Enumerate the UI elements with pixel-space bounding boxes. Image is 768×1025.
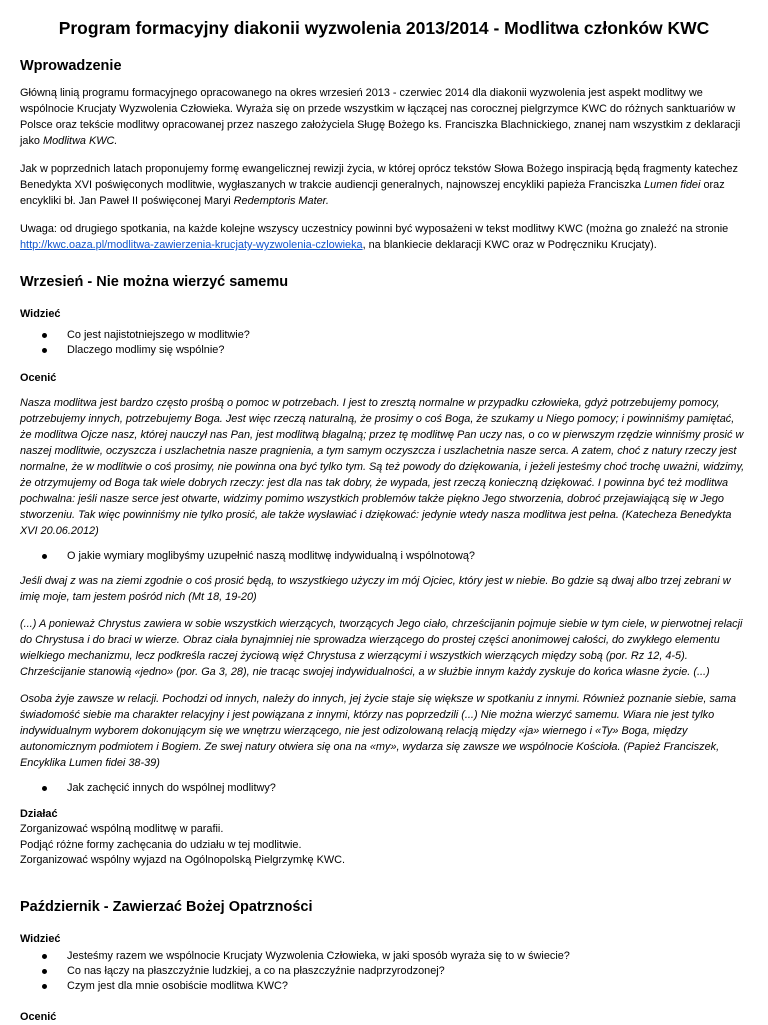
list-item: Dlaczego modlimy się wspólnie?: [20, 343, 748, 358]
list-item: Co jest najistotniejszego w modlitwie?: [20, 328, 748, 343]
september-quote-matthew: Jeśli dwaj z was na ziemi zgodnie o coś prosić będą, to wszystkiego użyczy im mój Ojciec, który jest w niebie. Bo gdzie są dwaj albo trzej zebrani w imię moje, tam jestem pośród nich (Mt 18, 19-20): [20, 575, 731, 603]
september-dzialac-label: Działać: [20, 808, 58, 820]
september-quote-benedict: Nasza modlitwa jest bardzo często prośbą o pomoc w potrzebach. I jest to zresztą normalne w przypadku człowieka, gdyż potrzebujemy pomocy, potrzebujemy innych, potrzebujemy Boga. Jest więc rzeczą naturalną, że prosimy o coś Boga, że szukamy u Niego pomocy; i powinniśmy pamiętać, że modlitwa Ojcze nasz, której nauczył nas Pan, jest modlitwą błagalną; przez tę modlitwę Pan uczy nas, o co w pierwszym rzędzie winniśmy prosić w naszej modlitwie, oczyszcza i uszlachetnia nasze pragnienia, a tym samym oczyszcza i uszlachetnia nasze serca. A zatem, choć z natury rzeczy jest normalne, że w modlitwie o coś prosimy, nie powinna ona być tylko tym. Są też powody do dziękowania, i jeżeli jesteśmy choć trochę uważni, widzimy, że otrzymujemy od Boga tak wiele dobrych rzeczy: jest dla nas tak dobry, że wypada, jest rzeczą konieczną dziękować. I powinna być też modlitwa pochwalna: jeśli nasze serce jest otwarte, widzimy pomimo wszystkich problemów także piękno Jego stworzenia, dobroć przejawiającą się w Jego stworzeniu. Tak więc powinniśmy nie tylko prosić, ale także wysławiać i dziękować: jedynie wtedy nasza modlitwa jest pełna. (Katecheza Benedykta XVI 20.06.2012): [20, 397, 745, 537]
list-item: Czym jest dla mnie osobiście modlitwa KWC?: [20, 979, 748, 994]
october-widziec-label: Widzieć: [20, 932, 61, 945]
dzialac-line: Zorganizować wspólny wyjazd na Ogólnopolską Pielgrzymkę KWC.: [20, 854, 346, 866]
september-bullet-block-3: [20, 781, 748, 796]
october-widziec-list: [20, 949, 748, 994]
list-item: Co nas łączy na płaszczyźnie ludzkiej, a co na płaszczyźnie nadprzyrodzonej?: [20, 964, 748, 979]
dzialac-line: Podjąć różne formy zachęcania do udziału w tej modlitwie.: [20, 838, 302, 851]
september-widziec-list: [20, 328, 748, 358]
list-item: Jesteśmy razem we wspólnocie Krucjaty Wyzwolenia Człowieka, w jaki sposób wyraża się to w świecie?: [20, 949, 748, 964]
modlitwa-kwc-link[interactable]: http://kwc.oaza.pl/modlitwa-zawierzenia-krucjaty-wyzwolenia-czlowieka: [20, 239, 363, 251]
list-item: O jakie wymiary moglibyśmy uzupełnić naszą modlitwę indywidualną i wspólnotową?: [20, 549, 748, 564]
october-heading: Październik - Zawierzać Bożej Opatrzności: [20, 898, 313, 915]
october-ocenic-label: Ocenić: [20, 1010, 57, 1023]
intro-paragraph-3: Uwaga: od drugiego spotkania, na każde kolejne wszyscy uczestnicy powinni być wyposażeni w tekst modlitwy KWC (można go znaleźć na stronie http://kwc.oaza.pl/modlitwa-zawierzenia-krucjaty-wyzwolenia-czlowieka, na blankiecie deklaracji KWC oraz w Podręczniku Krucjaty).: [20, 223, 729, 251]
intro-paragraph-2: Jak w poprzednich latach proponujemy formę ewangelicznej rewizji życia, w której oprócz tekstów Słowa Bożego inspiracją będą fragmenty katechez Benedykta XVI poświęconych modlitwie, wygłaszanych w trakcie audiencji generalnych, najnowszej encykliki papieża Franciszka Lumen fidei oraz encykliki bł. Jan Paweł II poświęconej Maryi Redemptoris Mater.: [20, 163, 738, 207]
september-heading: Wrzesień - Nie można wierzyć samemu: [20, 274, 289, 290]
september-dzialac-section: [20, 806, 748, 869]
september-quote-lumen-fidei: Osoba żyje zawsze w relacji. Pochodzi od innych, należy do innych, jej życie staje się większe w spotkaniu z innymi. Również poznanie siebie, sama świadomość siebie ma charakter relacyjny i jest powiązana z innymi, którzy nas poprzedzili (...) Nie można wierzyć samemu. Wiara nie jest tylko indywidualnym wyborem dokonującym się we wnętrzu wierzącego, nie jest odizolowaną relacją między «ja» wiernego i «Ty» Boga, między autonomicznym podmiotem i Bogiem. Ze swej natury otwiera się ona na «my», wydarza się zawsze we wspólnocie Kościoła. (Papież Franciszek, Encyklika Lumen fidei 38-39): [20, 693, 737, 769]
intro-p2-emphasis-2: Redemptoris Mater.: [233, 195, 329, 207]
document-title: Program formacyjny diakonii wyzwolenia 2013/2014 - Modlitwa członków KWC: [58, 18, 710, 38]
september-bullet-block-2: [20, 549, 748, 564]
september-quote-body: (...) A ponieważ Chrystus zawiera w sobie wszystkich wierzących, tworzących Jego ciało, chrześcijanin pojmuje siebie w tym ciele, w pierwotnej relacji do Chrystusa i do braci w wierze. Obraz ciała bynajmniej nie sprowadza wierzącego do prostej części anonimowej całości, do zwykłego elementu wielkiego mechanizmu, lecz podkreśla raczej życiową więź Chrystusa z wierzącymi i wszystkich wierzących między sobą (por. Rz 12, 4-5). Chrześcijanie stanowią «jedno» (por. Ga 3, 28), nie tracąc swojej indywidualności, a w służbie innym każdy zyskuje do końca własne życie. (...): [20, 618, 743, 678]
intro-paragraph-1: Główną linią programu formacyjnego opracowanego na okres wrzesień 2013 - czerwiec 2014 dla diakonii wyzwolenia jest aspekt modlitwy we wspólnocie Krucjaty Wyzwolenia Człowieka. Wyraża się on przede wszystkim w łączącej nas corocznej pielgrzymce KWC do różnych sanktuariów w Polsce oraz tekście modlitwy opracowanej przez naszego założyciela Sługę Bożego ks. Franciszka Blachnickiego, znanej nam wszystkim z deklaracji jako Modlitwa KWC.: [20, 87, 741, 147]
september-widziec-label: Widzieć: [20, 308, 61, 320]
intro-heading: Wprowadzenie: [20, 58, 122, 74]
september-ocenic-label: Ocenić: [20, 372, 57, 384]
intro-p2-emphasis-1: Lumen fidei: [644, 179, 701, 191]
dzialac-line: Zorganizować wspólną modlitwę w parafii.: [20, 823, 224, 835]
list-item: Jak zachęcić innych do wspólnej modlitwy?: [20, 781, 748, 796]
intro-p1-emphasis: Modlitwa KWC.: [43, 135, 118, 147]
